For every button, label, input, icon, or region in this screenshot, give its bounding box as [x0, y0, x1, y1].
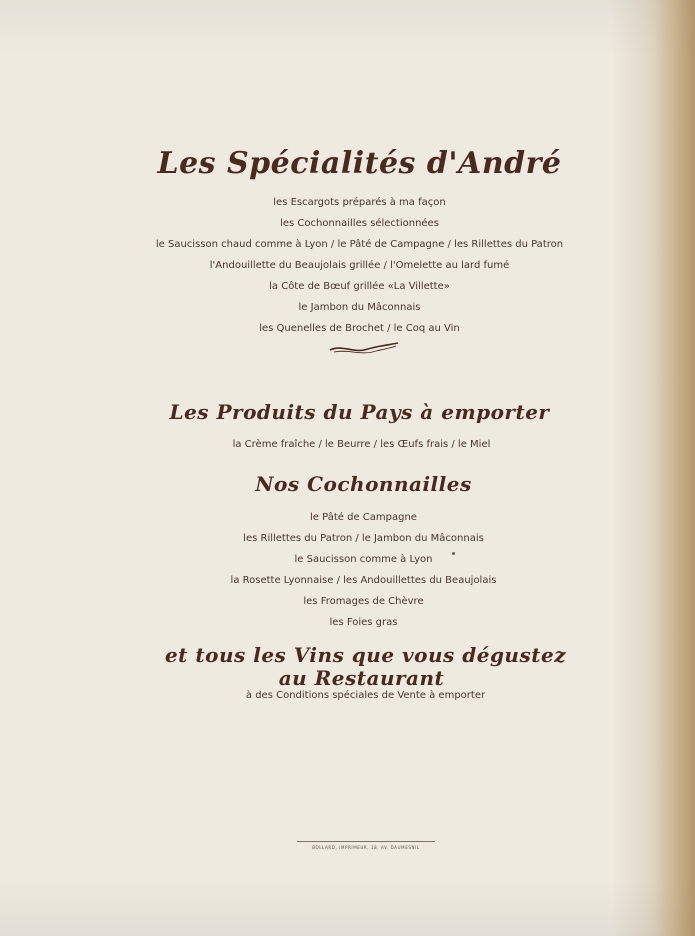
vins-title-line1: et tous les Vins que vous dégustez: [164, 643, 567, 667]
list-item: les Rillettes du Patron / le Jambon du Mâconnais: [243, 533, 484, 544]
cochonnailles-title: Nos Cochonnailles: [255, 472, 472, 496]
specialites-title: Les Spécialités d'André: [157, 146, 562, 181]
list-item: la Côte de Bœuf grillée «La Villette»: [269, 281, 450, 292]
printer-rule: [297, 841, 435, 842]
list-item: les Quenelles de Brochet / le Coq au Vin: [259, 323, 460, 334]
produits-list: [14, 434, 695, 455]
cochonnailles-list: [16, 507, 695, 633]
list-item: le Jambon du Mâconnais: [298, 302, 421, 313]
printer-credit: BOLLARD, IMPRIMEUR, 18, AV. DAUMESNIL: [312, 845, 420, 850]
list-item: le Pâté de Campagne: [310, 512, 417, 523]
list-item: le Saucisson chaud comme à Lyon / le Pâté de Campagne / les Rillettes du Patron: [155, 239, 564, 250]
list-item: les Cochonnailles sélectionnées: [280, 218, 439, 229]
produits-title: Les Produits du Pays à emporter: [169, 400, 550, 424]
list-item: le Saucisson comme à Lyon: [294, 554, 433, 565]
vins-conditions: à des Conditions spéciales de Vente à emporter: [245, 690, 486, 701]
vins-title-line2: au Restaurant: [278, 666, 445, 690]
list-item: les Foies gras: [329, 617, 398, 628]
ink-speck: [452, 552, 455, 555]
list-item: l'Andouillette du Beaujolais grillée / l'Omelette au lard fumé: [209, 260, 510, 271]
list-item: les Escargots préparés à ma façon: [273, 197, 446, 208]
specialites-list: [12, 192, 695, 339]
list-item: les Fromages de Chèvre: [303, 596, 424, 607]
list-item: la Crème fraîche / le Beurre / les Œufs frais / le Miel: [232, 439, 491, 450]
flourish-divider-icon: [328, 340, 400, 358]
list-item: la Rosette Lyonnaise / les Andouillettes du Beaujolais: [230, 575, 497, 586]
